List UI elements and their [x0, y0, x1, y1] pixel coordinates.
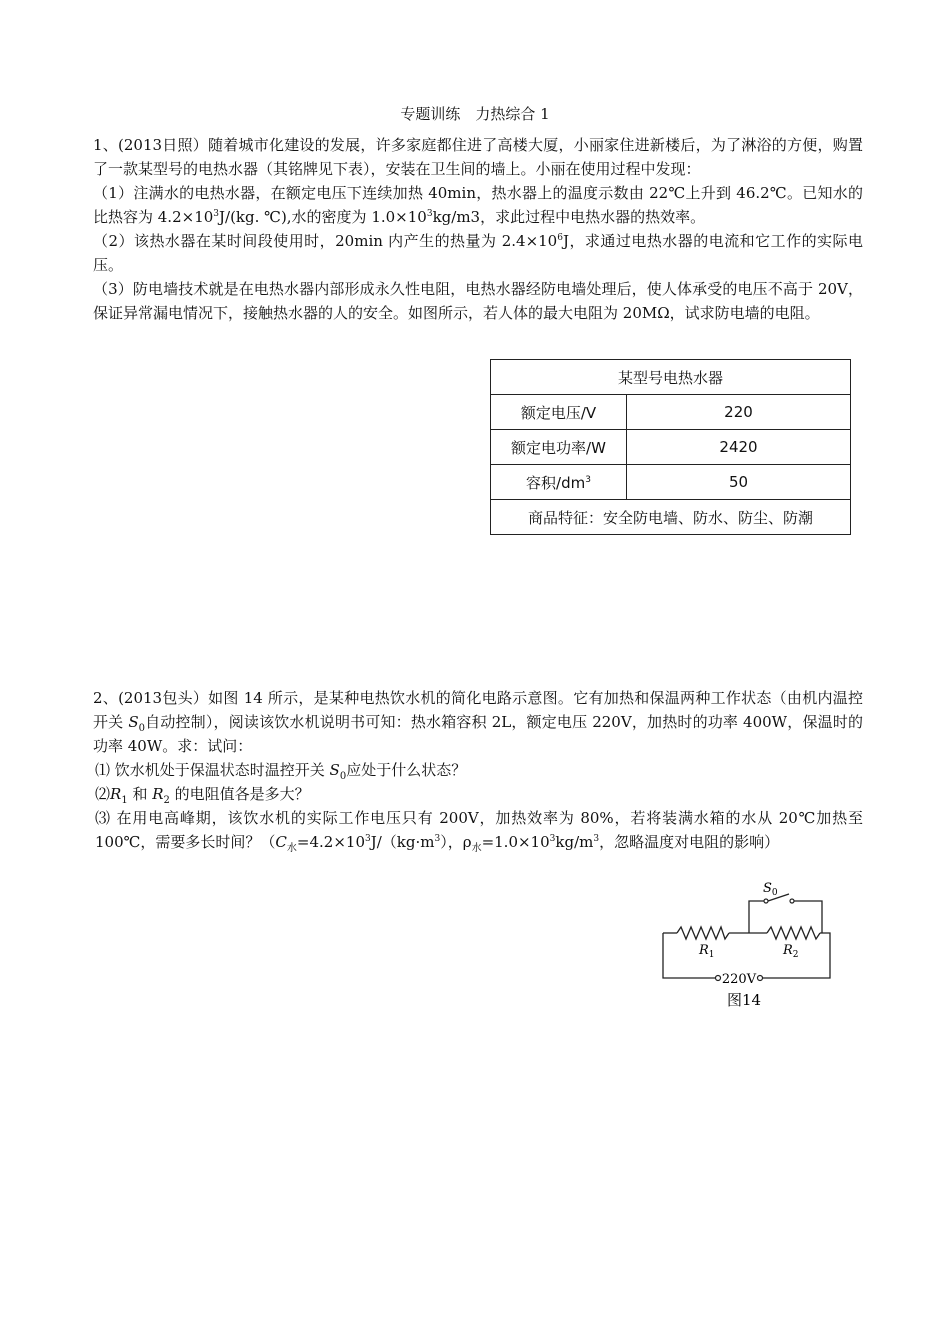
figure-caption: 图14: [726, 991, 762, 1009]
nameplate-table: [490, 359, 851, 535]
switch-contact-right: [790, 899, 794, 903]
q1-part-3: （3）防电墙技术就是在电热水器内部形成永久性电阻，电热水器经防电墙处理后，使人体承受的电压不高于 20V，保证异常漏电情况下，接触热水器的人的安全。如图所示，若人体的最大电阻为 20MΩ，试求防电墙的电阻。: [93, 280, 863, 322]
resistor-r2: [767, 927, 820, 939]
q2-part-1: ⑴ 饮水机处于保温状态时温控开关 $S_0$应处于什么状态？: [95, 761, 467, 782]
q2-part-3: ⑶ 在用电高峰期，该饮水机的实际工作电压只有 200V，加热效率为 80%，若将装满水箱的水从 20℃加热至 100℃，需要多长时间？（$C_水=4.2\times 10^3J/(kg\cdot m^3)$，$\rho_水=1.0\times 10^3kg/m^3$，忽略温度对电阻的影响）: [95, 809, 863, 854]
q1-intro: 1、(2013日照）随着城市化建设的发展，许多家庭都住进了高楼大厦，小丽家住进新楼后，为了淋浴的方便，购置了一款某型号的电热水器（其铭牌见下表），安装在卫生间的墙上。小丽在使用过程中发现：: [93, 136, 863, 178]
table-row: [491, 395, 851, 430]
q2-part-2: $⑵R_1$ 和 $R_2$ 的电阻值各是多大？: [95, 785, 310, 806]
table-header: 某型号电热水器: [491, 360, 851, 395]
row-label: 容积$/dm^3$: [491, 465, 627, 500]
q1-part-2: （2）该热水器在某时间段使用时，20min 内产生的热量为 $2.4\times 10^6J$，求通过电热水器的电流和它工作的实际电压。: [93, 232, 863, 274]
terminal-right: [758, 976, 763, 981]
q2-intro: 2、(2013包头）如图 14 所示，是某种电热饮水机的简化电路示意图。它有加热和保温两种工作状态（由机内温控开关 $S_0$自动控制），阅读该饮水机说明书可知：热水箱容积 2L，额定电压 220V，加热时的功率 400W，保温时的功率 40W。求：试问：: [93, 689, 863, 755]
row-label: 额定电压/V: [491, 395, 627, 430]
question-2: [93, 686, 863, 854]
switch-contact-left: [764, 899, 768, 903]
row-value: 2420: [627, 430, 851, 465]
table-row: [491, 465, 851, 500]
circuit-diagram: [655, 878, 840, 1013]
resistor-r1: [677, 927, 729, 939]
row-value: 220: [627, 395, 851, 430]
switch-wire-right: [792, 901, 822, 933]
label-s0: $S_0$: [763, 881, 778, 898]
table-row: [491, 430, 851, 465]
terminal-left: [716, 976, 721, 981]
row-label: 额定电功率/W: [491, 430, 627, 465]
label-voltage: 220V: [721, 972, 757, 987]
table-footer: 商品特征：安全防电墙、防水、防尘、防潮: [491, 500, 851, 535]
row-value: 50: [627, 465, 851, 500]
q1-part-1: （1）注满水的电热水器，在额定电压下连续加热 40min，热水器上的温度示数由 22℃上升到 46.2℃。已知水的比热容为 $4.2\times 10^3J/(kg$. ℃),水的密度为 $1.0\times 10^3kg/m3$，求此过程中电热水器的热效率。: [93, 184, 863, 226]
page-title: 专题训练 力热综合 1: [400, 105, 550, 123]
label-r1: $R_1$: [699, 943, 715, 960]
switch-wire-left: [749, 901, 765, 933]
question-1: [93, 133, 863, 325]
label-r2: $R_2$: [783, 943, 799, 960]
